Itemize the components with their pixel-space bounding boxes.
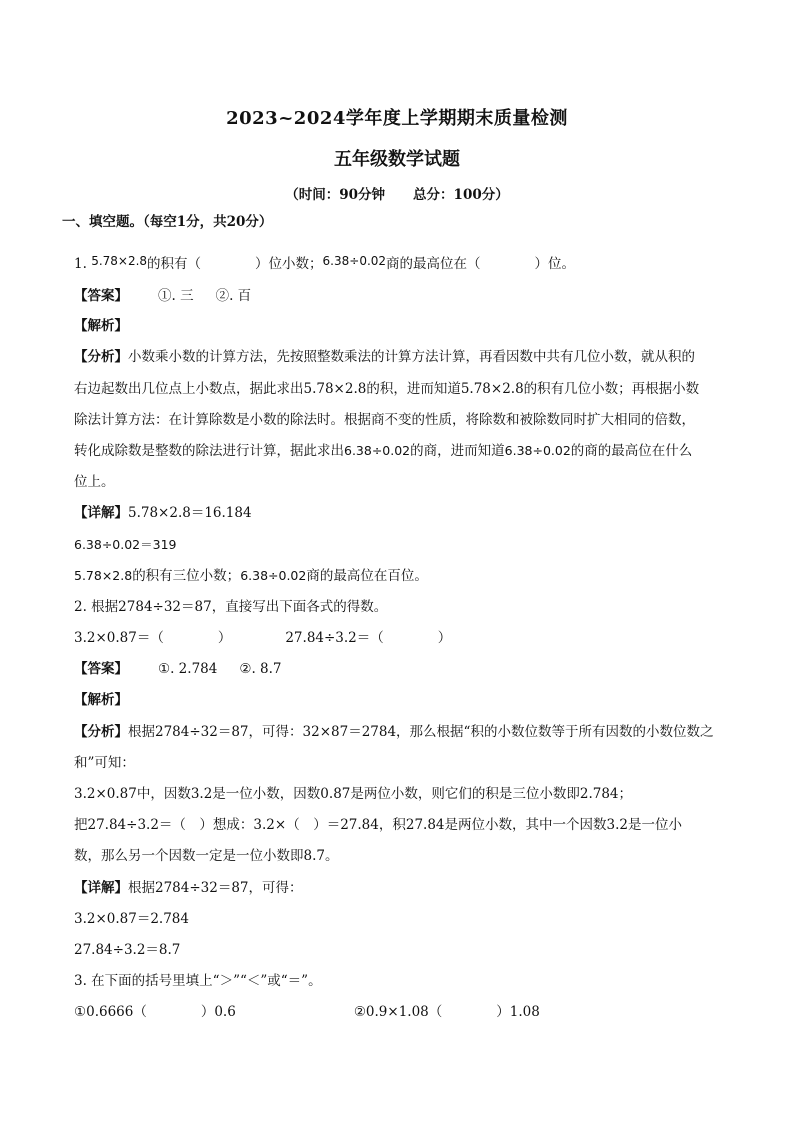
q1-stem bbox=[74, 251, 575, 274]
q1-text1: 的积有（ ）位小数； bbox=[147, 256, 323, 272]
q1-fenxi-tag: 【分析】 bbox=[74, 349, 128, 365]
q1-fenxi-line1 bbox=[74, 347, 695, 367]
section-heading: 一、填空题。（每空1分，共20分） bbox=[62, 214, 273, 230]
q1-detail-expr3a: 5.78×2.8 bbox=[74, 568, 133, 583]
q1-detail-text3d: 商的最高位在百位。 bbox=[306, 568, 428, 584]
q3-stem: 3. 在下面的括号里填上“＞”“＜”或“＝”。 bbox=[74, 973, 322, 989]
q1-answer2: ②. 百 bbox=[215, 288, 252, 304]
q2-fenxi-line1 bbox=[74, 722, 713, 742]
q1-fenxi-text1: 小数乘小数的计算方法，先按照整数乘法的计算方法计算，再看因数中共有几位小数，就从积的 bbox=[128, 349, 695, 365]
q2-fenxi-line2: 和”可知： bbox=[74, 755, 135, 771]
q1-answer bbox=[74, 286, 251, 306]
q2-detail-line2: 3.2×0.87＝2.784 bbox=[74, 911, 189, 927]
exam-score: 总分：100分） bbox=[413, 187, 509, 203]
q1-text2: 商的最高位在（ ）位。 bbox=[386, 256, 576, 272]
q1-fenxi-line5: 位上。 bbox=[74, 474, 115, 490]
q1-fenxi-expr4b: 6.38÷0.02 bbox=[344, 443, 411, 458]
q1-fenxi-text4a: 转化成除数是整数的除法进行计算，据此求出 bbox=[74, 443, 344, 459]
q1-fenxi-line2: 右边起数出几位点上小数点，据此求出5.78×2.8的积，进而知道5.78×2.8的积有几位小数；再根据小数 bbox=[74, 381, 700, 397]
q1-fenxi-text4c: 的商，进而知道 bbox=[410, 443, 505, 459]
q3-item1: ①0.6666（ ）0.6 bbox=[74, 1004, 236, 1020]
q2-answer-tag: 【答案】 bbox=[74, 661, 128, 677]
q1-answer1: ①. 三 bbox=[158, 288, 194, 304]
exam-title: 2023~2024学年度上学期期末质量检测 bbox=[226, 108, 568, 129]
q1-detail-text3b: 的积有三位小数； bbox=[132, 568, 241, 584]
q2-analysis-tag: 【解析】 bbox=[74, 692, 128, 708]
q2-fenxi-line4: 把27.84÷3.2＝（ ）想成：3.2×（ ）＝27.84，积27.84是两位小数，其中一个因数3.2是一位小 bbox=[74, 817, 682, 833]
q2-answer bbox=[74, 659, 282, 679]
q2-detail-line3: 27.84÷3.2＝8.7 bbox=[74, 942, 181, 958]
q2-detail-text1: 根据2784÷32＝87，可得： bbox=[128, 880, 303, 896]
q2-stem: 2. 根据2784÷32＝87，直接写出下面各式的得数。 bbox=[74, 599, 388, 615]
q2-item1: 3.2×0.87＝（ ） bbox=[74, 630, 232, 646]
q1-fenxi-text4e: 的商的最高位在什么 bbox=[570, 443, 693, 459]
q1-analysis-tag: 【解析】 bbox=[74, 318, 128, 334]
q2-answer2: ②. 8.7 bbox=[239, 661, 282, 677]
q1-number: 1. bbox=[74, 256, 87, 272]
exam-subtitle: 五年级数学试题 bbox=[334, 149, 460, 170]
q1-detail-tag: 【详解】 bbox=[74, 505, 128, 521]
q1-expr1: 5.78×2.8 bbox=[91, 254, 148, 268]
q2-fenxi-text1: 根据2784÷32＝87，可得：32×87＝2784，那么根据“积的小数位数等于所有因数的小数位数之 bbox=[128, 724, 714, 740]
q3-item2: ②0.9×1.08（ ）1.08 bbox=[353, 1004, 540, 1020]
exam-info bbox=[0, 183, 794, 203]
q1-answer-tag: 【答案】 bbox=[74, 288, 128, 304]
q2-fenxi-line3: 3.2×0.87中，因数3.2是一位小数，因数0.87是两位小数，则它们的积是三位小数即2.784； bbox=[74, 786, 633, 802]
q1-expr2: 6.38÷0.02 bbox=[322, 254, 387, 268]
q2-item2: 27.84÷3.2＝（ ） bbox=[285, 630, 452, 646]
q2-items bbox=[74, 628, 451, 648]
q1-fenxi-line4 bbox=[74, 441, 692, 461]
q1-detail-line2: 6.38÷0.02＝319 bbox=[74, 537, 177, 552]
q1-detail-line3 bbox=[74, 566, 428, 586]
q1-detail-expr3c: 6.38÷0.02 bbox=[240, 568, 307, 583]
q1-fenxi-expr4d: 6.38÷0.02 bbox=[504, 443, 571, 458]
q1-fenxi-line3: 除法计算方法：在计算除数是小数的除法时。根据商不变的性质，将除数和被除数同时扩大相同的倍数， bbox=[74, 412, 695, 428]
q1-detail-text1: 5.78×2.8＝16.184 bbox=[128, 505, 252, 521]
q1-detail-line1 bbox=[74, 503, 252, 523]
q2-answer1: ①. 2.784 bbox=[158, 661, 218, 677]
q2-detail-line1 bbox=[74, 878, 303, 898]
exam-time: （时间：90分钟 bbox=[285, 187, 386, 203]
q2-detail-tag: 【详解】 bbox=[74, 880, 128, 896]
q3-items bbox=[74, 1002, 540, 1022]
q2-fenxi-tag: 【分析】 bbox=[74, 724, 128, 740]
q2-fenxi-line5: 数，那么另一个因数一定是一位小数即8.7。 bbox=[74, 848, 339, 864]
